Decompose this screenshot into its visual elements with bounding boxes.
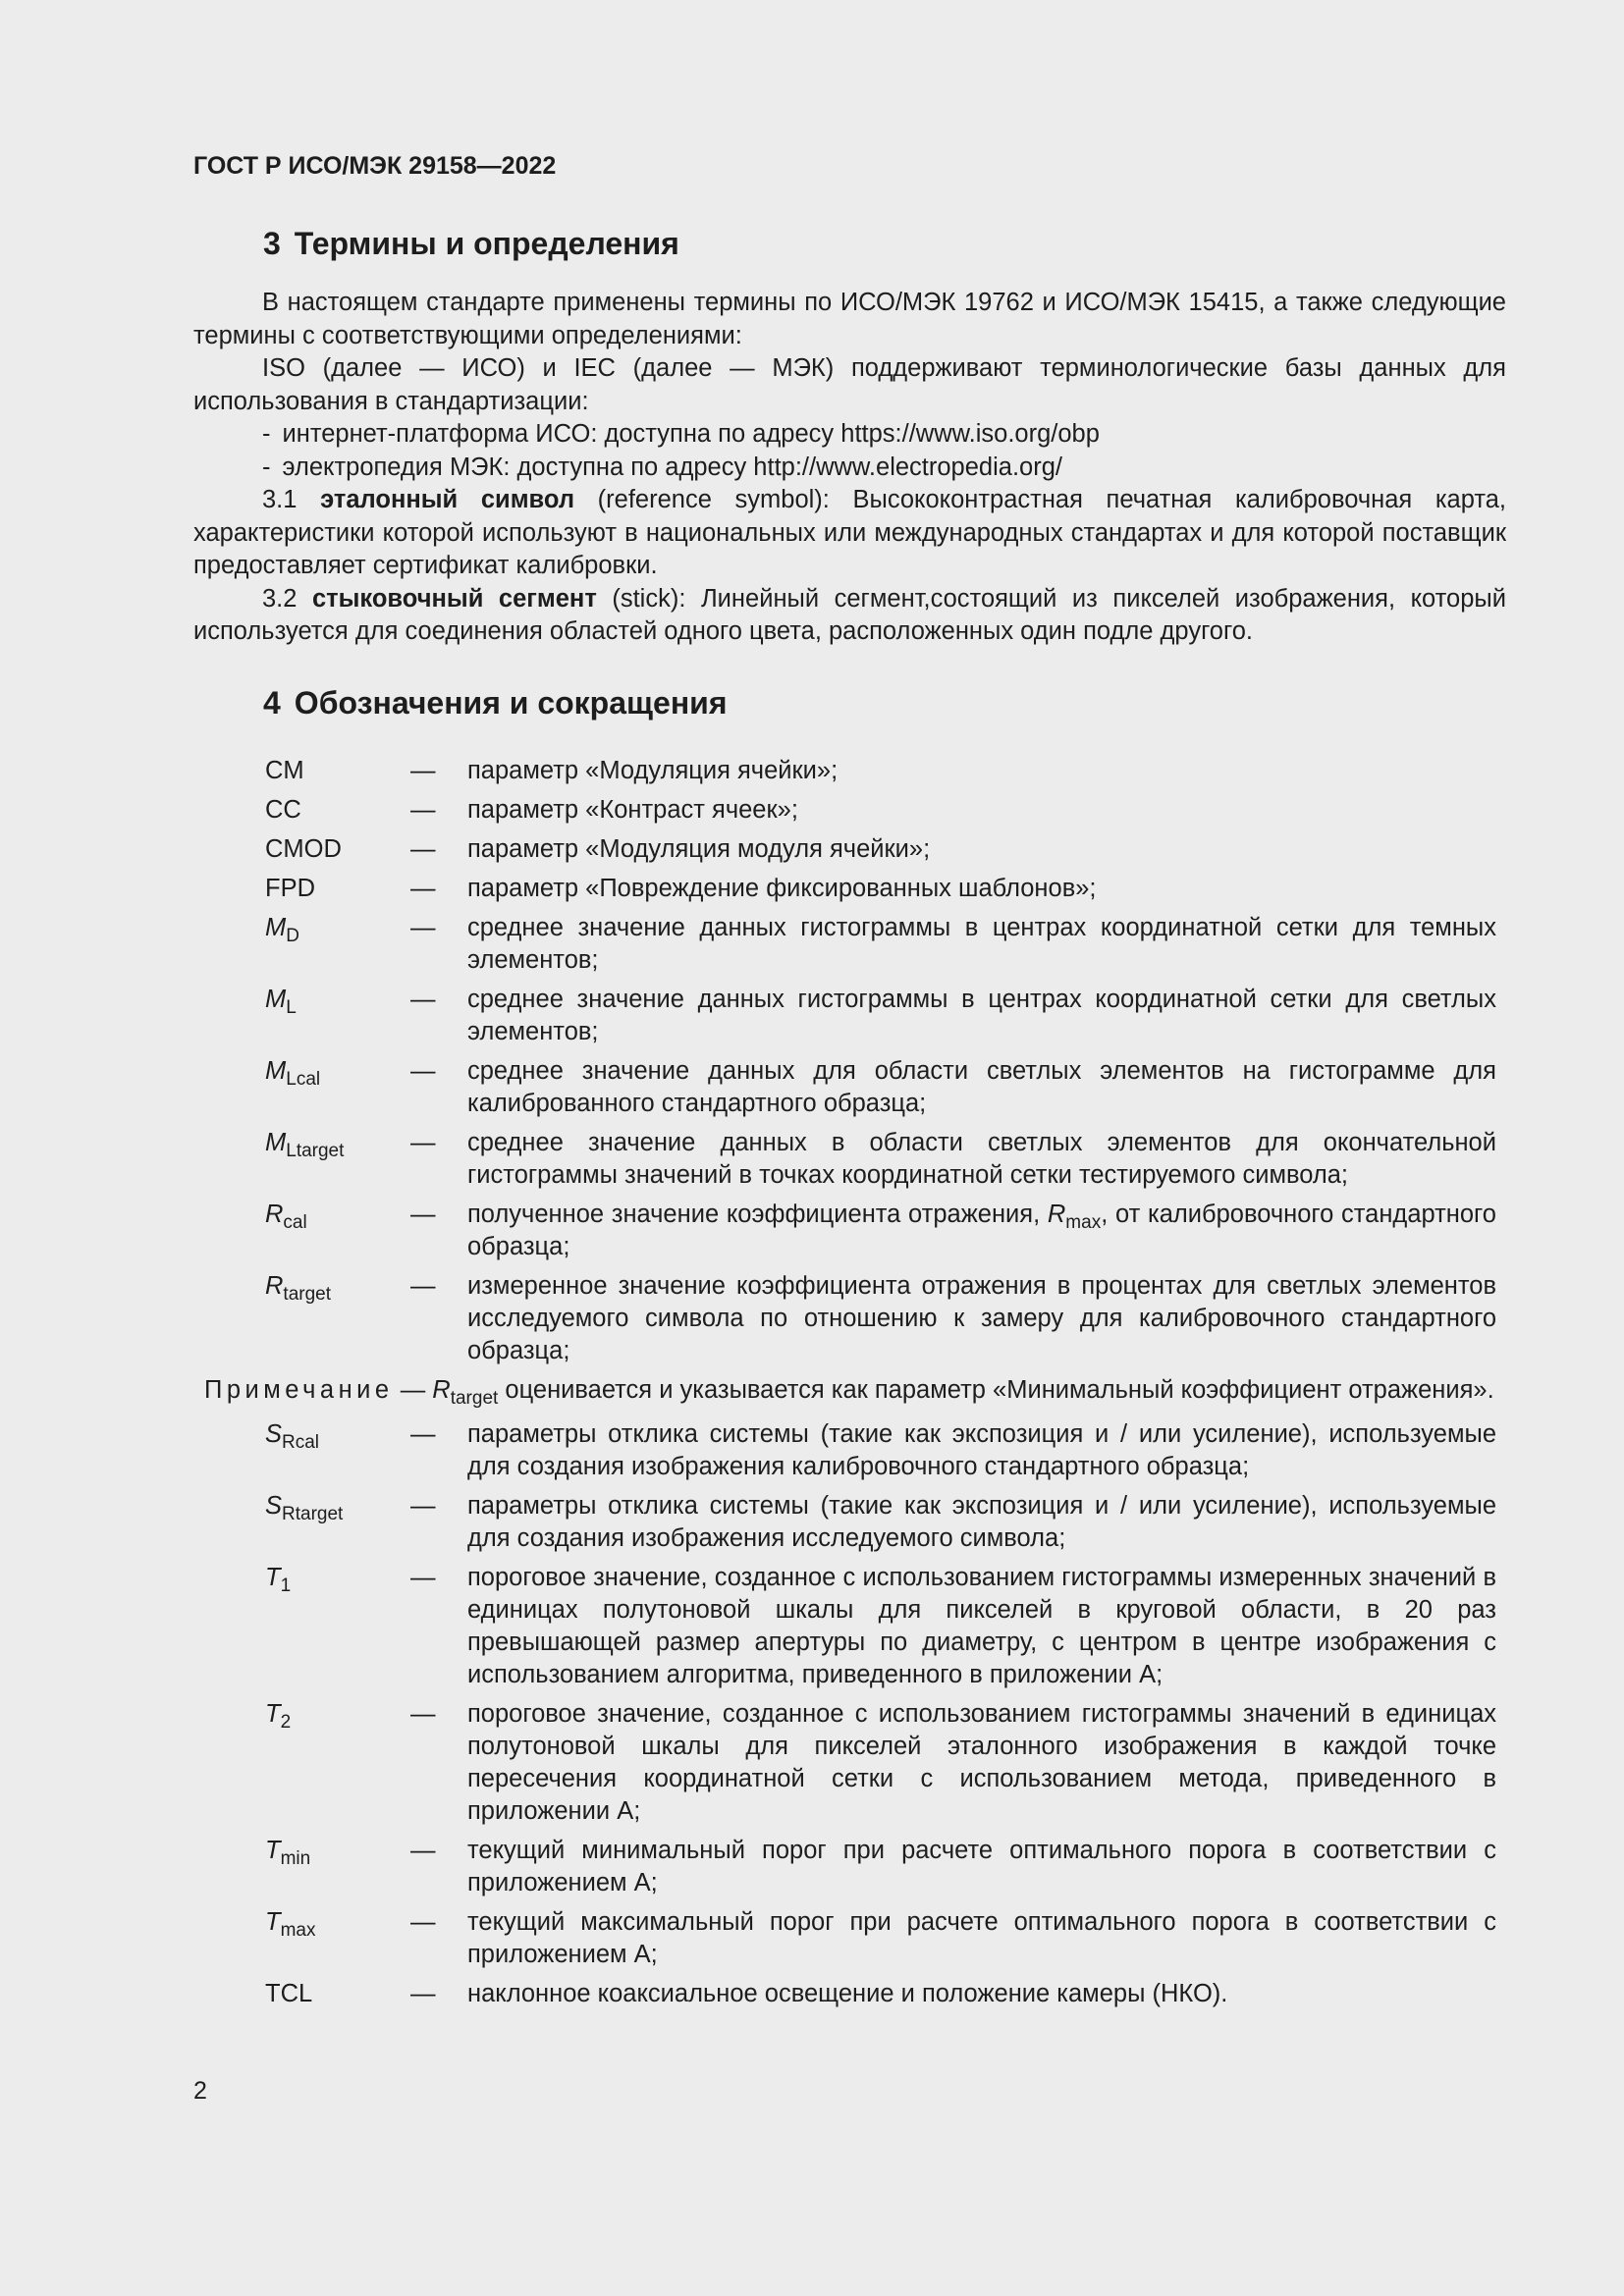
abbreviation-symbol: $T_1$ [265,1564,292,1596]
term-3-2: 3.2 стыковочный сегмент (stick): Линейный сегмент,состоящий из пикселей изображения, который используется для соединения областей одного цвета, расположенных один подле другого. [193,584,1506,645]
note-label: Примечание [204,1376,394,1404]
abbreviation-row [265,755,1496,787]
section-4-number: 4 [263,685,281,721]
abbreviation-row [265,873,1496,905]
abbreviation-row [265,1490,1496,1555]
abbreviation-dash: — [410,1980,436,2007]
abbreviation-symbol: TCL [265,1980,313,2007]
abbreviation-symbol: $T_{min}$ [265,1837,311,1869]
abbreviation-dash: — [410,1057,436,1085]
abbreviation-row [265,1562,1496,1691]
abbreviation-symbol: $M_D$ [265,914,299,946]
abbreviation-definition: наклонное коаксиальное освещение и положение камеры (НКО). [467,1980,1228,2007]
document-header: ГОСТ Р ИСО/МЭК 29158—2022 [193,152,557,180]
abbreviation-definition: текущий минимальный порог при расчете оптимального порога в соответствии с приложением А; [467,1837,1496,1896]
page-number: 2 [193,2077,207,2105]
abbreviation-symbol: $R_{target}$ [265,1272,332,1305]
abbreviation-dash: — [410,757,436,784]
abbreviation-dash: — [410,1837,436,1864]
abbreviation-definition: полученное значение коэффициента отражения, $R_{max}$, от калибровочного стандартного образца; [467,1201,1496,1260]
abbreviation-definition: среднее значение данных гистограммы в центрах координатной сетки для светлых элементов; [467,986,1496,1045]
abbreviation-definition: параметры отклика системы (такие как экспозиция и / или усиление), используемые для создания изображения калибровочного стандартного образца; [467,1420,1496,1480]
abbreviation-symbol: CMOD [265,835,342,863]
abbreviation-symbol: $M_L$ [265,986,297,1018]
abbreviations-list [204,755,1496,2017]
abbreviation-dash: — [410,1201,436,1228]
abbreviation-row [265,833,1496,866]
abbreviation-row [265,912,1496,977]
abbreviation-definition: среднее значение данных гистограммы в центрах координатной сетки для темных элементов; [467,914,1496,974]
abbreviation-definition: параметр «Повреждение фиксированных шаблонов»; [467,875,1097,902]
abbreviation-definition: пороговое значение, созданное с использованием гистограммы измеренных значений в единицах полутоновой шкалы для пикселей в круговой области, в 20 раз превышающей размер апертуры по диаметру, с центром в центре изображения с использованием алгоритма, приведенного в приложении А; [467,1564,1496,1688]
abbreviation-definition: параметры отклика системы (такие как экспозиция и / или усиление), используемые для создания изображения исследуемого символа; [467,1492,1496,1552]
abbreviation-symbol: FPD [265,875,315,902]
list-item: - электропедия МЭК: доступна по адресу http://www.electropedia.org/ [262,453,1062,481]
abbreviation-dash: — [410,914,436,941]
abbreviation-row [265,1906,1496,1971]
abbreviation-row [265,1418,1496,1483]
term-3-2-name: стыковочный сегмент [311,584,597,613]
abbreviation-dash: — [410,1564,436,1591]
abbreviation-dash: — [410,835,436,863]
abbreviation-symbol: CC [265,796,301,824]
abbreviation-symbol: $S_{Rcal}$ [265,1420,320,1453]
section-3-intro: В настоящем стандарте применены термины по ИСО/МЭК 19762 и ИСО/МЭК 15415, а также следующие термины с соответствующими определениями: [193,289,1506,349]
abbreviation-dash: — [410,1272,436,1300]
abbreviation-symbol: $T_{max}$ [265,1908,316,1941]
section-3-iso-iec: ISO (далее — ИСО) и IEC (далее — МЭК) поддерживают терминологические базы данных для использования в стандартизации: [193,354,1506,415]
abbreviation-definition: среднее значение данных для области светлых элементов на гистограмме для калиброванного стандартного образца; [467,1057,1496,1117]
note: Примечание — $R_{target}$ оценивается и указывается как параметр «Минимальный коэффициент отражения». [204,1376,1494,1409]
section-3-heading [263,226,679,262]
abbreviation-row [265,1055,1496,1120]
abbreviation-symbol: $M_{Ltarget}$ [265,1129,345,1161]
abbreviation-row [265,1127,1496,1192]
abbreviation-symbol: CM [265,757,304,784]
abbreviation-symbol: $R_{cal}$ [265,1201,307,1233]
list-item: - интернет-платформа ИСО: доступна по адресу https://www.iso.org/obp [262,420,1100,448]
abbreviation-row [265,1835,1496,1899]
section-4-title: Обозначения и сокращения [294,685,728,721]
abbreviation-dash: — [410,796,436,824]
section-3-title: Термины и определения [294,226,679,261]
abbreviation-row [265,1270,1496,1367]
abbreviation-definition: среднее значение данных в области светлых элементов для окончательной гистограммы значений в точках координатной сетки тестируемого символа; [467,1129,1496,1189]
abbreviation-symbol: $S_{Rtarget}$ [265,1492,344,1524]
abbreviation-definition: параметр «Контраст ячеек»; [467,796,798,824]
abbreviation-dash: — [410,1420,436,1448]
term-3-1: 3.1 эталонный символ (reference symbol): Высококонтрастная печатная калибровочная карта, характеристики которой используют в национальных или международных стандартах и для которой поставщик предоставляет сертификат калибровки. [193,486,1507,579]
abbreviation-dash: — [410,1492,436,1520]
abbreviation-dash: — [410,986,436,1013]
abbreviation-row [265,1199,1496,1263]
abbreviation-dash: — [410,875,436,902]
abbreviation-definition: измеренное значение коэффициента отражения в процентах для светлых элементов исследуемого символа по отношению к замеру для калибровочного стандартного образца; [467,1272,1496,1364]
section-3-number: 3 [263,226,281,261]
abbreviation-symbol: $T_2$ [265,1700,292,1733]
abbreviation-dash: — [410,1700,436,1728]
abbreviation-definition: текущий максимальный порог при расчете оптимального порога в соответствии с приложением А; [467,1908,1496,1968]
section-3-body [193,287,1506,649]
abbreviation-definition: параметр «Модуляция ячейки»; [467,757,839,784]
section-4-heading [263,685,727,721]
abbreviation-dash: — [410,1129,436,1156]
abbreviation-definition: пороговое значение, созданное с использованием гистограммы значений в единицах полутоновой шкалы для пикселей эталонного изображения в каждой точке пересечения координатной сетки с использованием метода, приведенного в приложении А; [467,1700,1496,1825]
abbreviation-row [265,984,1496,1048]
abbreviation-dash: — [410,1908,436,1936]
abbreviation-row [265,1698,1496,1828]
term-3-1-name: эталонный символ [320,486,575,513]
abbreviation-row [265,794,1496,827]
abbreviation-row [265,1978,1496,2010]
abbreviation-symbol: $M_{Lcal}$ [265,1057,321,1090]
abbreviation-definition: параметр «Модуляция модуля ячейки»; [467,835,931,863]
